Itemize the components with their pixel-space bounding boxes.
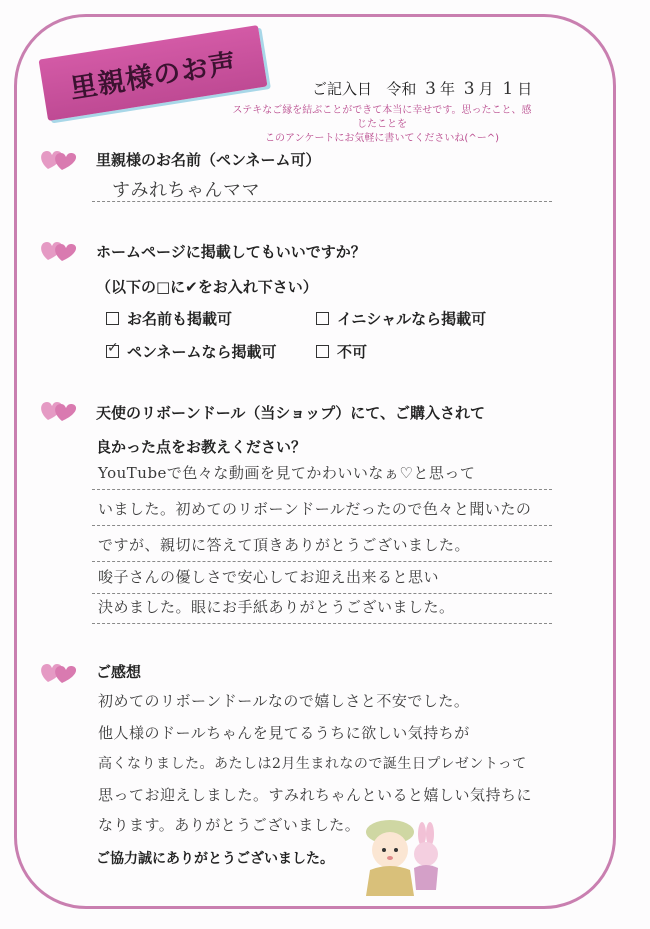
date-year-unit: 年 [439, 80, 455, 98]
answer-line [92, 560, 552, 562]
answer-line [92, 524, 552, 526]
q3-answer-line: 唆子さんの優しさで安心してお迎え出来ると思い [98, 568, 440, 586]
answer-line [92, 592, 552, 594]
q3-answer-line: いました。初めてのリボーンドールだったので色々と聞いたの [98, 500, 532, 518]
answer-line [92, 488, 552, 490]
q3-answer-line: YouTubeで色々な動画を見てかわいいなぁ♡と思って [98, 464, 476, 482]
date-label: ご記入日 [312, 80, 373, 98]
q2-instruction: （以下の□に✔をお入れ下さい） [96, 278, 318, 296]
q4-answer-line: 高くなりました。あたしは2月生まれなので誕生日プレゼントって [98, 756, 527, 772]
checkbox [106, 312, 119, 325]
option-not-ok [316, 341, 367, 362]
q2-title: ホームページに掲載してもいいですか？ [96, 243, 366, 261]
heart-icon [40, 238, 76, 262]
q3-title: 天使のリボーンドール（当ショップ）にて、ご購入されて [96, 404, 485, 422]
date-era: 令和 [386, 80, 417, 98]
date-year: 3 [425, 79, 436, 99]
q1-title: 里親様のお名前（ペンネーム可） [96, 151, 321, 169]
heart-icon [40, 147, 76, 171]
date-day-unit: 日 [517, 80, 533, 98]
q4-answer-line: 他人様のドールちゃんを見てるうちに欲しい気持ちが [98, 724, 470, 742]
q3-answer-line: 決めました。眼にお手紙ありがとうございました。 [98, 598, 455, 616]
q4-answer-line: 初めてのリボーンドールなので嬉しさと不安でした。 [98, 692, 470, 710]
checkbox [316, 312, 329, 325]
intro-note [232, 104, 532, 146]
intro-note-line: ステキなご縁を結ぶことができて本当に幸せです。思ったこと、感じたことを [232, 105, 532, 130]
intro-note-line: このアンケートにお気軽に書いてくださいね(^ー^) [265, 133, 499, 144]
q1-answer: すみれちゃんママ [112, 180, 260, 201]
option-label: イニシャルなら掲載可 [337, 310, 487, 328]
q4-answer-line: なります。ありがとうございました。 [98, 816, 361, 834]
option-initial-ok [316, 308, 486, 329]
heart-icon [40, 398, 76, 422]
option-name-ok [106, 308, 232, 329]
date-month: 3 [463, 79, 475, 99]
q3-title: 良かった点をお教えください？ [96, 438, 307, 456]
entry-date [312, 78, 532, 99]
checkbox [316, 345, 329, 358]
answer-line [92, 622, 552, 624]
q3-answer-line: ですが、親切に答えて頂きありがとうございました。 [98, 536, 471, 554]
answer-line [92, 200, 552, 202]
date-month-unit: 月 [478, 80, 494, 98]
angel-mascot-illustration [360, 810, 440, 900]
heart-icon [40, 660, 76, 684]
page-title: 里親様のお声 [39, 25, 268, 121]
option-penname-ok [106, 341, 277, 362]
date-day: 1 [502, 79, 514, 99]
checkbox-checked [106, 345, 119, 358]
option-label: ペンネームなら掲載可 [127, 343, 277, 361]
q4-answer-line: 思ってお迎えしました。すみれちゃんといると嬉しい気持ちに [98, 786, 533, 804]
q4-title: ご感想 [96, 663, 142, 681]
option-label: 不可 [337, 343, 368, 361]
option-label: お名前も掲載可 [127, 310, 233, 328]
thanks-footer: ご協力誠にありがとうございました。 [96, 851, 334, 867]
